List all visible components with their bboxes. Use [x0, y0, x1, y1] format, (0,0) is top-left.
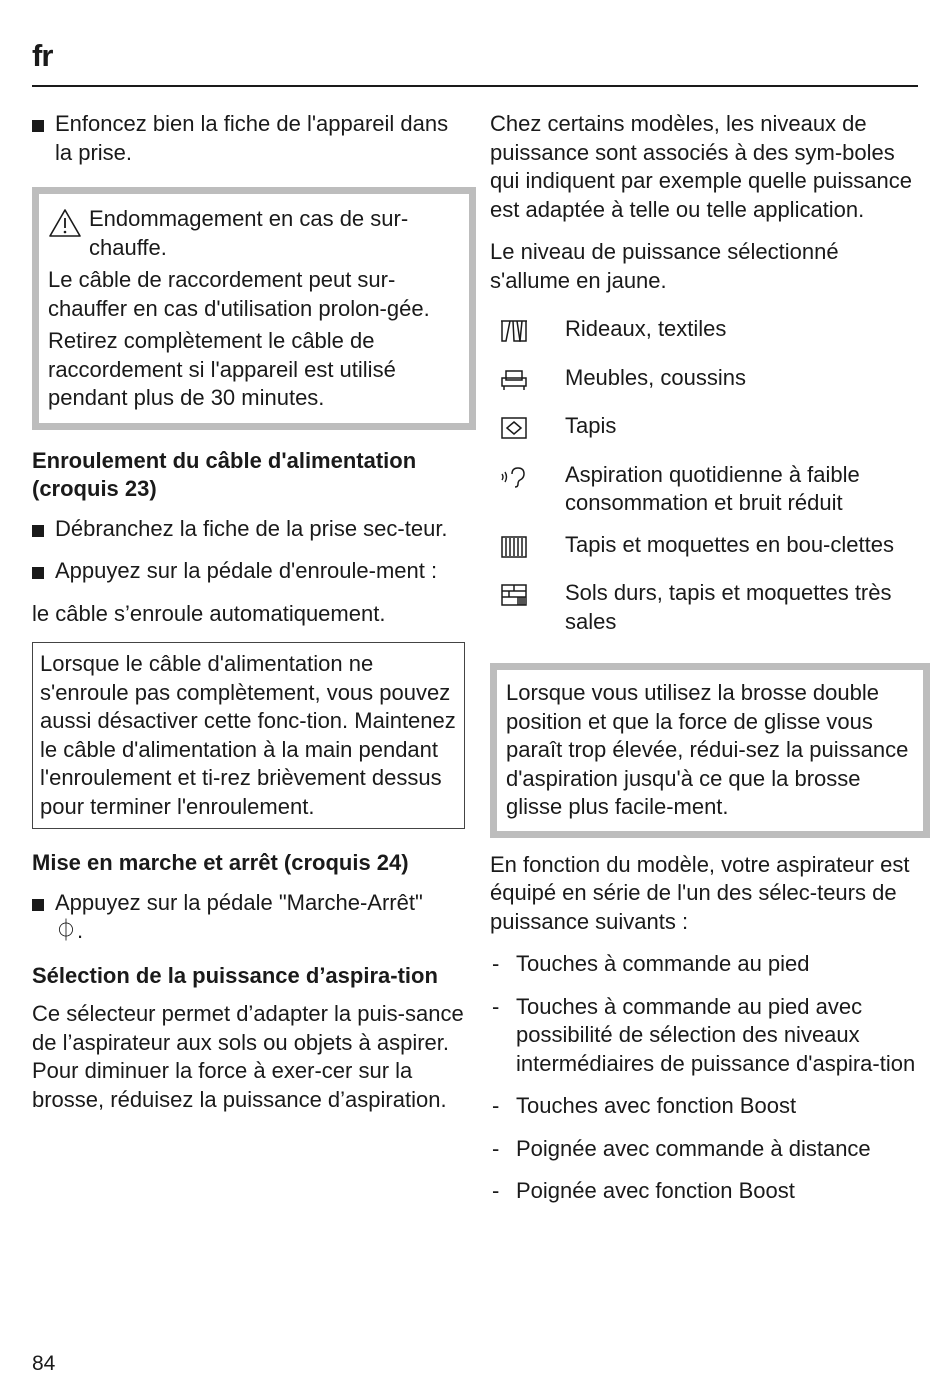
list-item-text: Poignée avec commande à distance [516, 1135, 871, 1161]
power-symbol-icon: ⏀. [55, 918, 84, 943]
list-item-text: Touches à commande au pied avec possibilité de sélection des niveaux intermédiaires de puissance d'aspira-tion [516, 993, 916, 1076]
left-column [32, 110, 464, 1114]
symbol-label: Tapis et moquettes en bou-clettes [565, 531, 894, 557]
list-item: - Touches à commande au pied [490, 950, 922, 979]
bullet-on-off [32, 889, 464, 946]
list-item-text: Touches avec fonction Boost [516, 1093, 797, 1118]
warning-para-1: Le câble de raccordement peut sur-chauffer en cas d'utilisation prolon-gée. [48, 267, 430, 321]
page-number: 84 [32, 1352, 56, 1375]
bullet-unplug-text: Débranchez la fiche de la prise sec-teur. [55, 515, 448, 541]
suction-power-text: Ce sélecteur permet d’adapter la puis-sance de l’aspirateur aux sols ou objets à aspirer. Pour diminuer la force à exer-cer sur la brosse, réduisez la puissance d’aspiration. [32, 1001, 464, 1112]
curtains-icon [500, 319, 528, 343]
upholstery-icon [500, 368, 528, 392]
loop-carpet-icon [500, 535, 528, 559]
intro-text: Chez certains modèles, les niveaux de puissance sont associés à des sym-boles qui indiquent par exemple quelle puissance est adaptée à telle ou telle application. [490, 111, 912, 222]
bullet-square-icon [32, 120, 44, 132]
symbol-row [490, 412, 922, 448]
warning-box [32, 187, 476, 430]
brush-note-box [490, 663, 930, 838]
list-item: - Poignée avec fonction Boost [490, 1177, 922, 1206]
auto-rewind-text: le câble s’enroule automatiquement. [32, 600, 386, 626]
bullet-square-icon [32, 567, 44, 579]
brush-note-text: Lorsque vous utilisez la brosse double position et que la force de glisse vous paraît trop élevée, rédui-sez la puissance d'aspiration jusqu'à ce que la brosse glisse plus facile-ment. [506, 680, 909, 819]
bullet-unplug [32, 515, 464, 544]
list-item-text: Poignée avec fonction Boost [516, 1178, 795, 1203]
model-text: En fonction du modèle, votre aspirateur est équipé en série de l'un des sélec-teurs de puissance suivants : [490, 851, 910, 934]
bullet-pedal [32, 557, 464, 586]
bullet-on-off-text: Appuyez sur la pédale "Marche-Arrêt" [55, 889, 423, 915]
symbol-row [490, 364, 922, 400]
header-rule [32, 85, 918, 87]
bullet-square-icon [32, 899, 44, 911]
symbol-row [490, 315, 922, 351]
warning-title [48, 205, 460, 262]
right-column [490, 110, 922, 1206]
warning-triangle-icon [48, 208, 82, 238]
rewind-note-text: Lorsque le câble d'alimentation ne s'enroule pas complètement, vous pouvez aussi désactiver cette fonc-tion. Maintenez le câble d'alimentation à la main pendant l'enroulement et ti-rez brièvement dessus pour terminer l'enroulement. [40, 651, 456, 819]
bullet-pedal-text: Appuyez sur la pédale d'enroule-ment : [55, 558, 438, 583]
symbol-label: Sols durs, tapis et moquettes très sales [565, 580, 892, 634]
symbol-row [490, 461, 922, 518]
list-item: - Touches avec fonction Boost [490, 1092, 922, 1121]
symbol-label: Rideaux, textiles [565, 316, 727, 341]
symbol-row [490, 531, 922, 567]
list-item-text: Touches à commande au pied [516, 951, 810, 976]
bullet-plug [32, 110, 464, 167]
warning-para-2: Retirez complètement le câble de raccordement si l'appareil est utilisé pendant plus de 30 minutes. [48, 328, 396, 410]
list-item: - Touches à commande au pied avec possibilité de sélection des niveaux intermédiaires de puissance d'aspira-tion [490, 993, 922, 1079]
heading-cable-rewind: Enroulement du câble d'alimentation (croquis 23) [32, 447, 417, 501]
bullet-plug-text: Enfoncez bien la fiche de l'appareil dans la prise. [55, 111, 449, 165]
quiet-sound-icon [500, 465, 528, 489]
heading-on-off: Mise en marche et arrêt (croquis 24) [32, 850, 409, 875]
lit-text: Le niveau de puissance sélectionné s'allume en jaune. [490, 239, 839, 293]
rewind-note-box [32, 642, 465, 829]
hard-floor-icon [500, 583, 528, 607]
warning-title-text: Endommagement en cas de sur-chauffe. [89, 206, 409, 260]
symbol-label: Tapis [565, 413, 617, 438]
language-code: fr [32, 38, 53, 73]
symbol-label: Meubles, coussins [565, 364, 746, 390]
list-item: - Poignée avec commande à distance [490, 1135, 922, 1164]
bullet-square-icon [32, 525, 44, 537]
symbol-label: Aspiration quotidienne à faible consommation et bruit réduit [565, 461, 860, 515]
symbol-row [490, 579, 922, 636]
heading-suction-power: Sélection de la puissance d’aspira-tion [32, 962, 438, 988]
rug-icon [500, 416, 528, 440]
